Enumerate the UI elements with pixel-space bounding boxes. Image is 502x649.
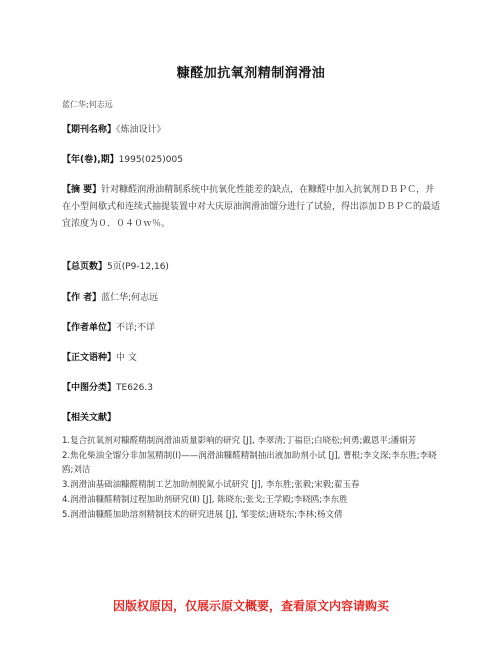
classification-field: [62, 380, 442, 396]
language-field: [62, 350, 442, 366]
reference-item[interactable]: 1.复合抗氧剂对糠醛精制润滑油质量影响的研究 [J], 李翠清;丁福臣;白晓松;何勇;戴恩平;潘娟芳: [62, 436, 417, 446]
abstract-label: 【摘 要】: [62, 185, 102, 195]
author-field: [62, 290, 442, 306]
reference-item[interactable]: 4.润滑油糠醛精制过程加助剂研究(Ⅱ) [J], 陈晓东;张戈;王学殿;李晓鸥;李东胜: [62, 495, 348, 505]
affiliation-field: [62, 320, 442, 336]
related-literature-heading: [62, 410, 442, 426]
journal-value: 《炼油设计》: [116, 125, 166, 135]
year-label: 【年(卷),期】: [62, 155, 119, 165]
language-value: 中 文: [116, 353, 137, 363]
author-label: 【作 者】: [62, 293, 102, 303]
reference-item[interactable]: 3.润滑油基础油糠醛精制工艺加助剂脱氮小试研究 [J], 李东胜;张毅;宋毅;翟玉春: [62, 480, 360, 490]
page-count-field: [62, 259, 442, 275]
abstract-field: [62, 182, 442, 233]
author-line: 蓝仁华;何志远: [62, 100, 113, 109]
journal-field: [62, 122, 442, 138]
year-volume-issue-field: [62, 152, 442, 168]
purchase-notice-link[interactable]: 因版权原因，仅展示原文概要，查看原文内容请购买: [112, 599, 389, 613]
reference-item[interactable]: 2.焦化柴油全馏分非加氢精制(Ⅰ)——润滑油糠醛精制抽出液加助剂小试 [J], 曹根;李文深;李东胜;李晓鸥;刘洁: [62, 451, 437, 475]
affiliation-label: 【作者单位】: [62, 323, 117, 333]
journal-label: 【期刊名称】: [62, 125, 117, 135]
year-value: 1995(025)005: [118, 155, 183, 165]
related-literature-label: 【相关文献】: [62, 413, 117, 423]
classification-value: TE626.3: [116, 383, 153, 393]
page-count-label: 【总页数】: [62, 262, 108, 272]
page-title: 糠醛加抗氧剂精制润滑油: [176, 66, 326, 81]
author-value: 蓝仁华;何志远: [101, 293, 159, 303]
language-label: 【正文语种】: [62, 353, 117, 363]
classification-label: 【中图分类】: [62, 383, 117, 393]
abstract-text: 针对糠醛润滑油精制系统中抗氧化性能差的缺点，在糠醛中加入抗氧剂ＤＢＰＣ，并在小型间歇式和连续式抽提装置中对大庆原油润滑油馏分进行了试验，得出添加ＤＢＰＣ的最适宜浓度为０．０４０ｗ％。: [62, 185, 441, 229]
reference-item[interactable]: 5.润滑油糠醛加助溶剂精制技术的研究进展 [J], 邹雯炫;唐晓东;李林;杨文倩: [62, 510, 343, 520]
reference-list: [62, 434, 442, 523]
page-count-value: 5页(P9-12,16): [107, 262, 169, 272]
affiliation-value: 不详;不详: [116, 323, 156, 333]
